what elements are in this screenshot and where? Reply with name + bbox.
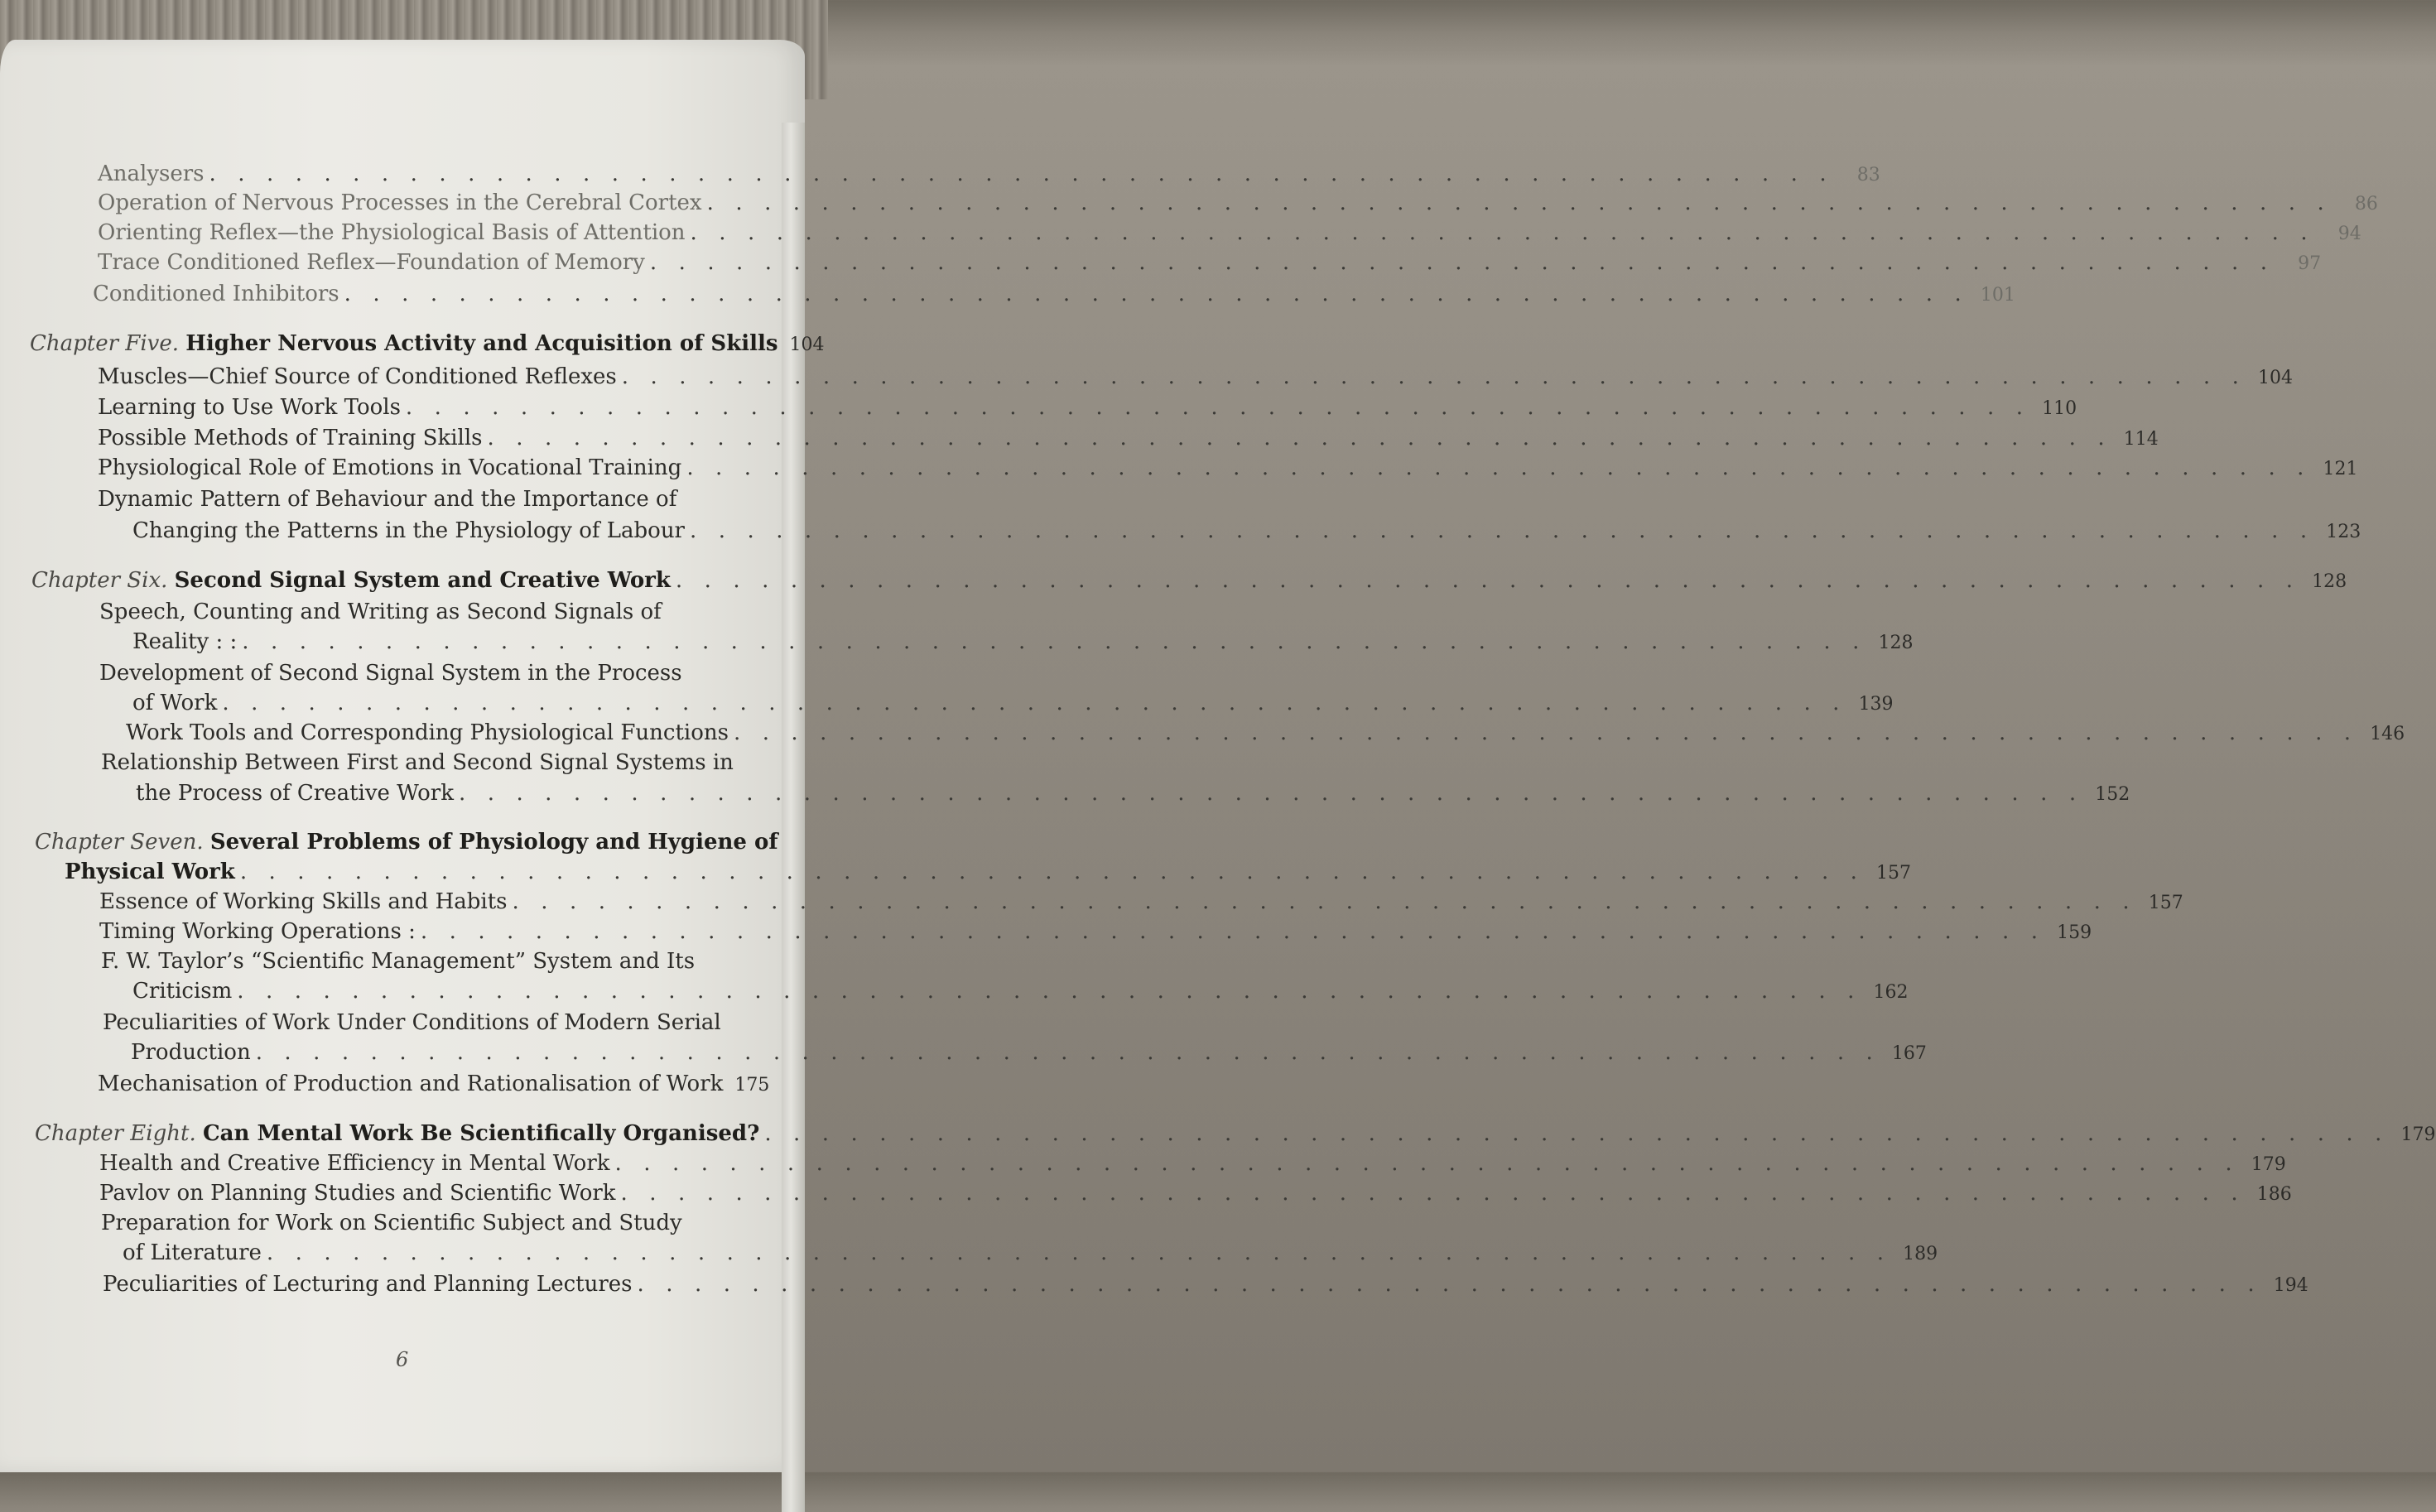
chapter-label: Chapter Seven. [35,830,204,855]
toc-entry-title: Learning to Use Work Tools [98,395,401,420]
chapter-title: Second Signal System and Creative Work [174,568,671,593]
toc-entry [98,219,2361,248]
toc-entry-line1 [99,659,712,687]
toc-entry-page: 157 [1876,863,1912,884]
toc-entry-page: 86 [2354,194,2378,214]
toc-entry [93,280,2015,310]
toc-entry-title-cont: of Literature [123,1240,262,1265]
toc-entry-page: 175 [734,1075,770,1095]
toc-entry-title: Peculiarities of Lecturing and Planning Lectures [103,1272,633,1297]
toc-entry-page: 157 [2148,893,2183,913]
toc-entry [98,454,2358,484]
toc-entry-page: 159 [2057,922,2092,943]
chapter-label: Chapter Eight. [35,1121,196,1146]
toc-entry-line1 [101,947,714,975]
chapter-heading-line2 [65,858,1912,888]
toc-entry-page: 162 [1873,982,1909,1003]
chapter-heading [30,330,825,359]
toc-entry [98,424,2159,454]
toc-entry-title: F. W. Taylor’s “Scientific Management” System and Its [101,949,696,974]
toc-entry-title: Trace Conditioned Reflex—Foundation of Memory [98,250,645,275]
toc-entry-title-cont: Changing the Patterns in the Physiology of Labour [132,518,685,543]
toc-entry-title: Relationship Between First and Second Signal Systems in [101,750,734,775]
toc-entry [98,189,2378,219]
toc-entry-line2 [131,1038,1927,1068]
toc-entry-title: Mechanisation of Production and Rationalisation of Work [98,1071,724,1096]
toc-entry-title-cont: Reality : : [132,629,238,654]
book-page [0,40,2436,1472]
toc-entry-page: 194 [2273,1275,2308,1296]
toc-entry-title: Pavlov on Planning Studies and Scientific Work [99,1181,616,1206]
toc-entry-page: 104 [2257,368,2293,388]
toc-entry-title: Possible Methods of Training Skills [98,426,483,450]
toc-entry-title-cont: the Process of Creative Work [136,781,454,806]
toc-entry-title: Dynamic Pattern of Behaviour and the Importance of [98,487,677,512]
toc-entry-title: Timing Working Operations : [99,919,416,944]
toc-entry-page: 152 [2095,784,2130,805]
toc-entry-page: 83 [1856,165,1880,185]
chapter-title: Can Mental Work Be Scientifically Organised? [202,1121,760,1146]
toc-entry-page: 128 [2312,571,2347,592]
chapter-title: Higher Nervous Activity and Acquisition of Skills [185,331,778,356]
toc-entry [99,1149,2286,1179]
page-number: 6 [396,1348,409,1371]
toc-entry-line2 [132,689,1894,719]
toc-entry [98,1070,770,1100]
toc-entry-page: 114 [2123,429,2159,450]
toc-entry-line1 [101,1209,714,1237]
toc-entry-title: Essence of Working Skills and Habits [99,889,508,914]
toc-entry-page: 179 [2400,1124,2436,1145]
chapter-label: Chapter Six. [31,568,168,593]
chapter-heading [35,828,778,856]
toc-entry-page: 139 [1858,694,1894,715]
toc-entry-page: 186 [2256,1184,2292,1205]
toc-entry-title: Physiological Role of Emotions in Vocational Training [98,455,682,480]
toc-entry-title: Work Tools and Corresponding Physiological Functions [126,720,729,745]
toc-entry-page: 110 [2042,398,2077,419]
toc-entry-title-cont: Criticism [132,979,233,1004]
toc-entry-title: Analysers [98,161,205,186]
chapter-title: Several Problems of Physiology and Hygiene of [209,830,778,855]
toc-entry [99,1179,2292,1209]
toc-entry-page: 104 [789,335,825,355]
toc-entry-page: 128 [1878,633,1914,653]
toc-entry [98,363,2293,392]
toc-entry [98,160,1880,190]
toc-entry-page: 101 [1980,285,2015,306]
toc-entry-page: 179 [2251,1154,2286,1175]
toc-entry-line1 [98,485,710,513]
toc-entry [98,393,2077,423]
toc-entry-title-cont: of Work [132,691,218,715]
toc-entry-title: Speech, Counting and Writing as Second Signals of [99,600,662,624]
table-of-contents [0,40,2436,1472]
toc-entry-line1 [103,1009,721,1037]
toc-entry-line2 [136,779,2130,809]
chapter-heading [35,1120,2436,1149]
toc-entry [98,248,2322,278]
toc-entry-page: 167 [1891,1043,1927,1064]
chapter-heading [31,566,2347,596]
toc-entry [126,719,2405,749]
toc-entry-title: Health and Creative Efficiency in Mental Work [99,1151,610,1176]
toc-entry-line2 [132,977,1909,1007]
chapter-title-cont: Physical Work [65,860,235,884]
toc-entry [103,1270,2308,1300]
toc-entry-page: 146 [2370,724,2405,744]
toc-entry-line1 [99,598,712,626]
toc-entry-line2 [123,1239,1938,1269]
toc-entry-title-cont: Production [131,1040,251,1065]
toc-entry [99,888,2183,917]
toc-entry-title: Peculiarities of Work Under Conditions of Modern Serial [103,1010,721,1035]
toc-entry-title: Orienting Reflex—the Physiological Basis of Attention [98,220,686,245]
toc-entry-page: 123 [2326,522,2361,542]
toc-entry-page: 94 [2337,224,2361,244]
toc-entry [99,917,2092,947]
toc-entry-title: Preparation for Work on Scientific Subject and Study [101,1211,682,1235]
toc-entry-title: Operation of Nervous Processes in the Cerebral Cortex [98,190,702,215]
toc-entry-line2 [132,517,2361,547]
chapter-label: Chapter Five. [30,331,180,356]
toc-entry-page: 97 [2298,253,2322,274]
toc-entry-line1 [101,749,734,777]
toc-entry-page: 189 [1903,1244,1938,1264]
toc-entry-line2 [132,628,1914,657]
toc-entry-page: 121 [2323,459,2358,479]
toc-entry-title: Muscles—Chief Source of Conditioned Reflexes [98,364,617,389]
toc-entry-title: Conditioned Inhibitors [93,282,339,306]
toc-entry-title: Development of Second Signal System in the Process [99,661,682,686]
